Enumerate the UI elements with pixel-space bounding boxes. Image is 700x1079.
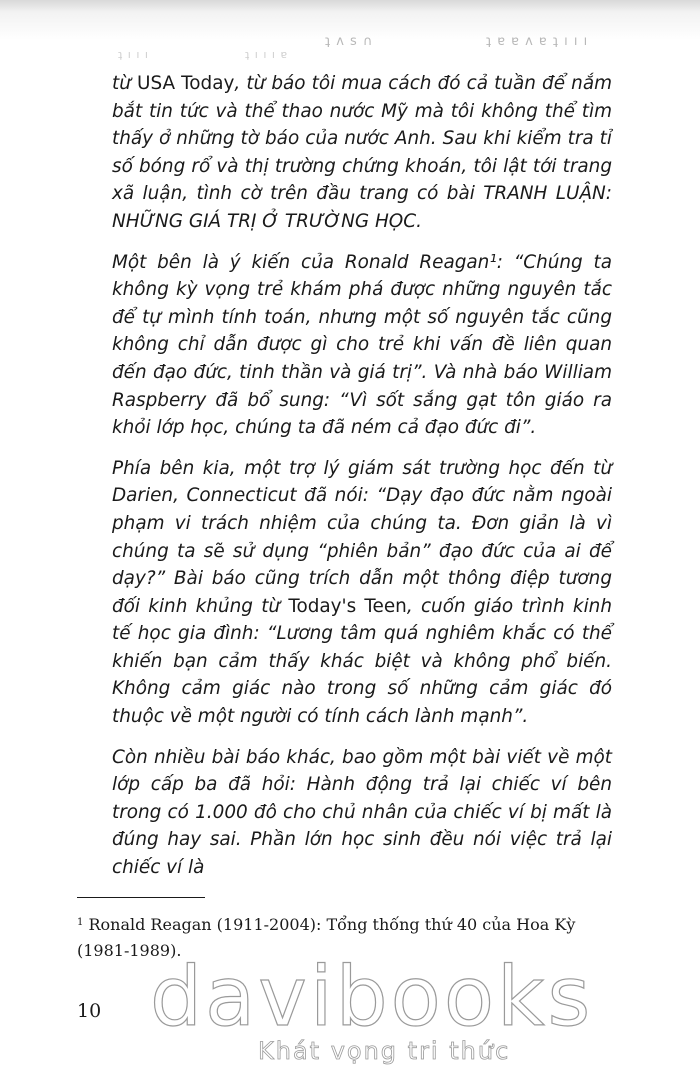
paragraph-1-before: từ xyxy=(112,73,137,94)
paragraph-1-title: USA Today xyxy=(137,73,235,94)
paragraph-3-after: , cuốn giáo trình kinh tế học gia đình: “Lương tâm quá nghiêm khắc có thể khiến bạn cảm thấy khác biệt và không phổ biến. Không cảm giác nào trong số những cảm giác đó thuộc về một người có tính cách lành mạnh”. xyxy=(112,595,612,728)
bleed-text-right: ʇ ɐ ɐ ʌ ɐ ʇ ı ı ı xyxy=(486,34,589,49)
bleed-text-left-faint: ʇ ı ı ı xyxy=(118,48,149,61)
page-number: 10 xyxy=(77,1000,102,1022)
paragraph-3 xyxy=(112,455,612,731)
bleed-text-mid-faint: ʇ ı ı ı ɐ xyxy=(245,48,289,61)
paragraph-3-title: Today's Teen xyxy=(288,595,407,617)
footnote-divider xyxy=(77,897,205,898)
footnote-marker: 1 xyxy=(77,917,84,928)
bleed-text-center: ʇ ʌ s ∩ xyxy=(325,34,374,49)
body-text xyxy=(112,70,612,895)
paragraph-4 xyxy=(112,744,612,882)
previous-page-bleed xyxy=(0,0,700,60)
paragraph-1 xyxy=(112,70,612,236)
paragraph-4-before: Còn nhiều bài báo khác, bao gồm một bài viết về một lớp cấp ba đã hỏi: Hành động trả lại chiếc ví bên trong có 1.000 đô cho chủ nhân của chiếc ví bị mất là đúng hay sai. Phần lớn học sinh đều nói việc trả lại chiếc ví là xyxy=(112,746,612,879)
paragraph-2-before: Một bên là ý kiến của Ronald Reagan¹: “Chúng ta không kỳ vọng trẻ khám phá được những nguyên tắc để tự mình tính toán, nhưng một số nguyên tắc cũng không chỉ dẫn được gì cho trẻ khi vấn đề liên quan đến đạo đức, tinh thần và giá trị”. Và nhà báo William Raspberry đã bổ sung: “Vì sốt sắng gạt tôn giáo ra khỏi lớp học, chúng ta đã ném cả đạo đức đi”. xyxy=(112,251,612,439)
paragraph-2 xyxy=(112,249,612,442)
paragraph-3-before: Phía bên kia, một trợ lý giám sát trường học đến từ Darien, Connecticut đã nói: “Dạy đạo đức nằm ngoài phạm vi trách nhiệm của chúng ta. Đơn giản là vì chúng ta sẽ sử dụng “phiên bản” đạo đức của ai để dạy?” Bài báo cũng trích dẫn một thông điệp tương đối kinh khủng từ xyxy=(112,457,612,617)
watermark-tagline: Khát vọng tri thức xyxy=(258,1037,511,1065)
footnote-text: Ronald Reagan (1911-2004): Tổng thống thứ 40 của Hoa Kỳ (1981-1989). xyxy=(77,915,576,960)
watermark-brand: davibooks xyxy=(150,950,594,1045)
paragraph-1-after: , từ báo tôi mua cách đó cả tuần để nắm bắt tin tức và thể thao nước Mỹ mà tôi không thể tìm thấy ở những tờ báo của nước Anh. Sau khi kiểm tra tỉ số bóng rổ và thị trường chứng khoán, tôi lật tới trang xã luận, tình cờ trên đầu trang có bài TRANH LUẬN: NHỮNG GIÁ TRỊ Ở TRƯỜNG HỌC. xyxy=(112,73,613,232)
